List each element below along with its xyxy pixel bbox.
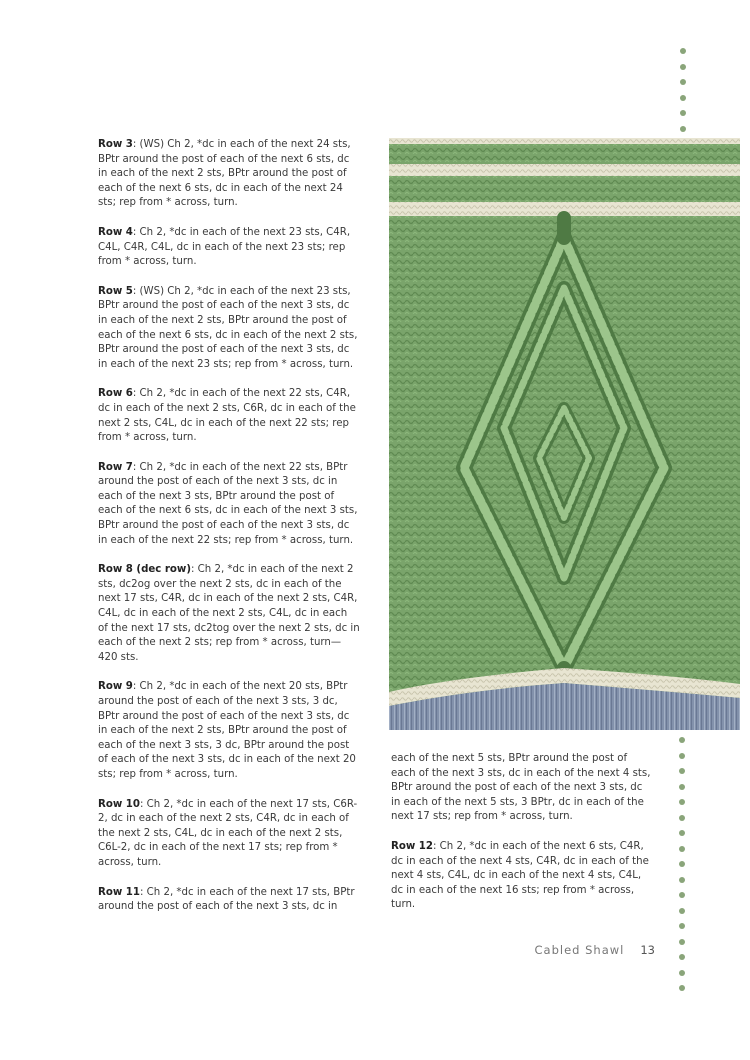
row-text: : Ch 2, *dc in each of the next 20 sts, BPtr around the post of each of the next 3 sts, 3 dc, BPtr around the post of each of the next 3 sts, dc in each of the next 2 sts, BPtr around the post of each of the next 3 sts, 3 dc, BPtr around the post of each of the next 3 sts, dc in each of the next 20 sts; rep from * across, turn. bbox=[98, 681, 356, 780]
row-8-instruction bbox=[98, 563, 360, 665]
row-text: : (WS) Ch 2, *dc in each of the next 24 sts, BPtr around the post of each of the next 6 sts, dc in each of the next 2 sts, BPtr around the post of each of the next 6 sts, dc in each of the next 24 sts; rep from * across, turn. bbox=[98, 139, 351, 209]
row-label: Row 3 bbox=[98, 139, 133, 150]
row-11-instruction bbox=[98, 886, 360, 915]
dot bbox=[680, 126, 686, 132]
row-text: : Ch 2, *dc in each of the next 17 sts, BPtr around the post of each of the next 3 sts, dc in bbox=[98, 886, 355, 913]
row-text: : Ch 2, *dc in each of the next 2 sts, dc2og over the next 2 sts, dc in each of the next 17 sts, C4R, dc in each of the next 2 sts, C4R, C4L, dc in each of the next 2 sts, C4L, dc in each of the next 17 sts, dc2tog over the next 2 sts, dc in each of the next 2 sts; rep from * across, turn—420 sts. bbox=[98, 564, 360, 663]
dot bbox=[679, 830, 685, 836]
dot bbox=[679, 815, 685, 821]
dot bbox=[679, 939, 685, 945]
instructions-left-column bbox=[98, 138, 360, 930]
row-11-continued bbox=[391, 752, 653, 825]
row-label: Row 4 bbox=[98, 226, 133, 238]
swatch-illustration bbox=[389, 138, 740, 730]
row-7-instruction bbox=[98, 461, 360, 549]
row-5-instruction bbox=[98, 285, 360, 373]
row-text: : (WS) Ch 2, *dc in each of the next 23 sts, BPtr around the post of each of the next 3 sts, dc in each of the next 2 sts, BPtr around the post of each of the next 6 sts, dc in each of the next 2 sts, BPtr around the post of each of the next 3 sts, dc in each of the next 23 sts; rep from * across, turn. bbox=[98, 285, 358, 370]
dot bbox=[679, 753, 685, 759]
row-3-instruction bbox=[98, 138, 360, 211]
dot bbox=[680, 48, 686, 54]
row-text: each of the next 5 sts, BPtr around the post of each of the next 3 sts, dc in each of the next 4 sts, BPtr around the post of each of the next 3 sts, dc in each of the next 5 sts, 3 BPtr, dc in each of the next 17 sts; rep from * across, turn. bbox=[391, 753, 651, 823]
row-4-instruction bbox=[98, 226, 360, 270]
dot bbox=[679, 985, 685, 991]
instructions-right-column bbox=[391, 752, 653, 928]
row-text: : Ch 2, *dc in each of the next 22 sts, C4R, dc in each of the next 2 sts, C6R, dc in each of the next 2 sts, C4L, dc in each of the next 22 sts; rep from * across, turn. bbox=[98, 388, 356, 444]
dot bbox=[680, 95, 686, 101]
dot bbox=[679, 846, 685, 852]
row-6-instruction bbox=[98, 387, 360, 445]
page-number: 13 bbox=[640, 943, 655, 957]
cabled-shawl-photo bbox=[389, 138, 740, 730]
page-footer bbox=[500, 943, 655, 957]
dot bbox=[679, 877, 685, 883]
row-text: : Ch 2, *dc in each of the next 22 sts, BPtr around the post of each of the next 3 sts, dc in each of the next 3 sts, BPtr around the post of each of the next 6 sts, dc in each of the next 3 sts, BPtr around the post of each of the next 3 sts, dc in each of the next 22 sts; rep from * across, turn. bbox=[98, 461, 358, 546]
row-label: Row 9 bbox=[98, 681, 133, 693]
row-12-instruction bbox=[391, 840, 653, 913]
row-label: Row 6 bbox=[98, 388, 133, 400]
dot bbox=[679, 737, 685, 743]
row-label: Row 8 (dec row) bbox=[98, 564, 191, 576]
dot bbox=[679, 768, 685, 774]
row-label: Row 5 bbox=[98, 285, 133, 297]
dot bbox=[679, 799, 685, 805]
dot bbox=[679, 892, 685, 898]
dot bbox=[679, 861, 685, 867]
row-label: Row 7 bbox=[98, 461, 133, 473]
row-10-instruction bbox=[98, 798, 360, 871]
dot bbox=[680, 64, 686, 70]
row-text: : Ch 2, *dc in each of the next 23 sts, C4R, C4L, C4R, C4L, dc in each of the next 23 sts; rep from * across, turn. bbox=[98, 226, 351, 268]
row-label: Row 12 bbox=[391, 840, 433, 852]
footer-title: Cabled Shawl bbox=[534, 943, 625, 957]
dot bbox=[679, 954, 685, 960]
row-label: Row 10 bbox=[98, 798, 140, 810]
dot bbox=[680, 110, 686, 116]
row-text: : Ch 2, *dc in each of the next 17 sts, C6R-2, dc in each of the next 2 sts, C4R, dc in each of the next 2 sts, C4L, dc in each of the next 2 sts, C6L-2, dc in each of the next 17 sts; rep from * across, turn. bbox=[98, 798, 358, 868]
row-label: Row 11 bbox=[98, 886, 140, 898]
dot bbox=[679, 970, 685, 976]
row-9-instruction bbox=[98, 680, 360, 782]
dot bbox=[679, 908, 685, 914]
dot bbox=[679, 923, 685, 929]
row-text: : Ch 2, *dc in each of the next 6 sts, C4R, dc in each of the next 4 sts, C4R, dc in each of the next 4 sts, C4L, dc in each of the next 4 sts, C4L, dc in each of the next 16 sts; rep from * across, turn. bbox=[391, 840, 649, 911]
dot bbox=[679, 784, 685, 790]
dot bbox=[680, 79, 686, 85]
